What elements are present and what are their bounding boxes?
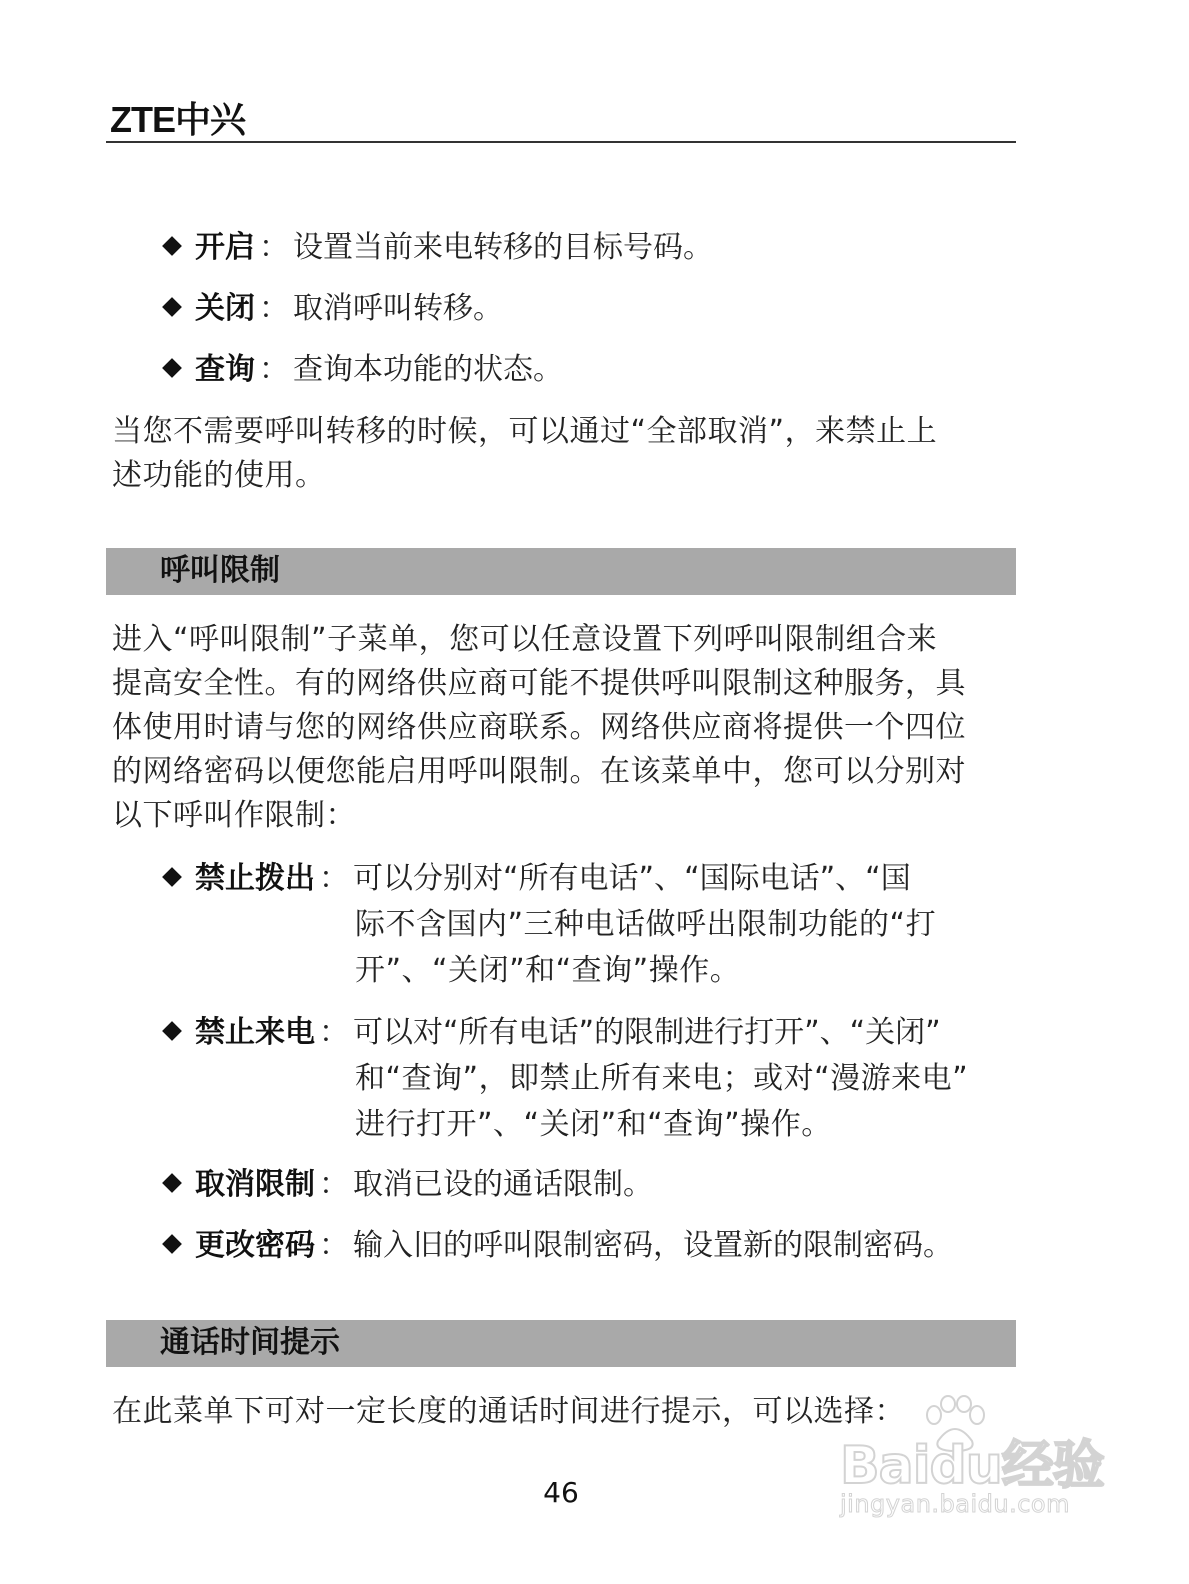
bullet-text: 设置当前来电转移的目标号码。 [293,230,713,265]
bullet-term: 更改密码 [195,1228,315,1263]
bullet-colon: ： [259,230,289,265]
section-header-call-barring [106,548,1016,595]
zte-logo: ZTE中兴 [110,99,245,140]
bullet-text: 查询本功能的状态。 [293,352,563,387]
section-title: 通话时间提示 [160,1325,340,1360]
bullet-text: 进行打开”、“关闭”和“查询”操作。 [355,1107,832,1142]
bullet-text: 开”、“关闭”和“查询”操作。 [355,953,741,988]
watermark-brand: Baidu经验 [840,1436,1104,1496]
paragraph-line: 的网络密码以便您能启用呼叫限制。在该菜单中，您可以分别对 [112,754,966,789]
bullet-text: 际不含国内”三种电话做呼出限制功能的“打 [355,907,937,942]
paragraph-cancel-all [112,410,1012,498]
diamond-bullet-icon [162,236,182,256]
paragraph-line: 当您不需要呼叫转移的时候，可以通过“全部取消”，来禁止上 [112,414,938,449]
bullet-term: 关闭 [195,291,255,326]
watermark-url: jingyan.baidu.com [840,1490,1070,1518]
barring-item-change-password [165,1224,953,1268]
bullet-text: 输入旧的呼叫限制密码，设置新的限制密码。 [353,1228,953,1263]
baidu-watermark [832,1395,1112,1525]
bullet-colon: ： [319,1167,349,1202]
diamond-bullet-icon [162,1173,182,1193]
bullet-text: 可以分别对“所有电话”、“国际电话”、“国 [353,861,911,896]
barring-item-cancel [165,1163,653,1207]
bullet-text: 取消呼叫转移。 [293,291,503,326]
paragraph-line: 以下呼叫作限制： [112,798,356,833]
bullet-term: 查询 [195,352,255,387]
bullet-colon: ： [259,291,289,326]
bullet-colon: ： [319,1015,349,1050]
barring-item-outgoing [165,856,936,994]
paragraph-line: 述功能的使用。 [112,458,326,493]
diamond-bullet-icon [162,867,182,887]
bullet-item-enable [165,226,713,270]
bullet-term: 取消限制 [195,1167,315,1202]
diamond-bullet-icon [162,1021,182,1041]
bullet-text: 取消已设的通话限制。 [353,1167,653,1202]
barring-item-incoming [165,1010,968,1148]
bullet-item-query [165,348,563,392]
bullet-term: 开启 [195,230,255,265]
bullet-item-disable [165,287,503,331]
diamond-bullet-icon [162,1234,182,1254]
paragraph-call-barring [112,618,1012,838]
paragraph-line: 进入“呼叫限制”子菜单，您可以任意设置下列呼叫限制组合来 [112,622,938,657]
bullet-colon: ： [319,861,349,896]
paragraph-line: 提高安全性。有的网络供应商可能不提供呼叫限制这种服务，具 [112,666,966,701]
diamond-bullet-icon [162,297,182,317]
bullet-text: 和“查询”，即禁止所有来电；或对“漫游来电” [355,1061,969,1096]
section-title: 呼叫限制 [160,553,280,588]
bullet-text: 可以对“所有电话”的限制进行打开”、“关闭” [353,1015,941,1050]
diamond-bullet-icon [162,358,182,378]
bullet-colon: ： [259,352,289,387]
section-header-call-duration [106,1320,1016,1367]
paragraph-line: 体使用时请与您的网络供应商联系。网络供应商将提供一个四位 [112,710,966,745]
bullet-term: 禁止拨出 [195,861,315,896]
bullet-colon: ： [319,1228,349,1263]
bullet-term: 禁止来电 [195,1015,315,1050]
page-number: 46 [543,1476,579,1509]
paragraph-line: 在此菜单下可对一定长度的通话时间进行提示，可以选择： [112,1394,905,1429]
header-rule [106,141,1016,143]
